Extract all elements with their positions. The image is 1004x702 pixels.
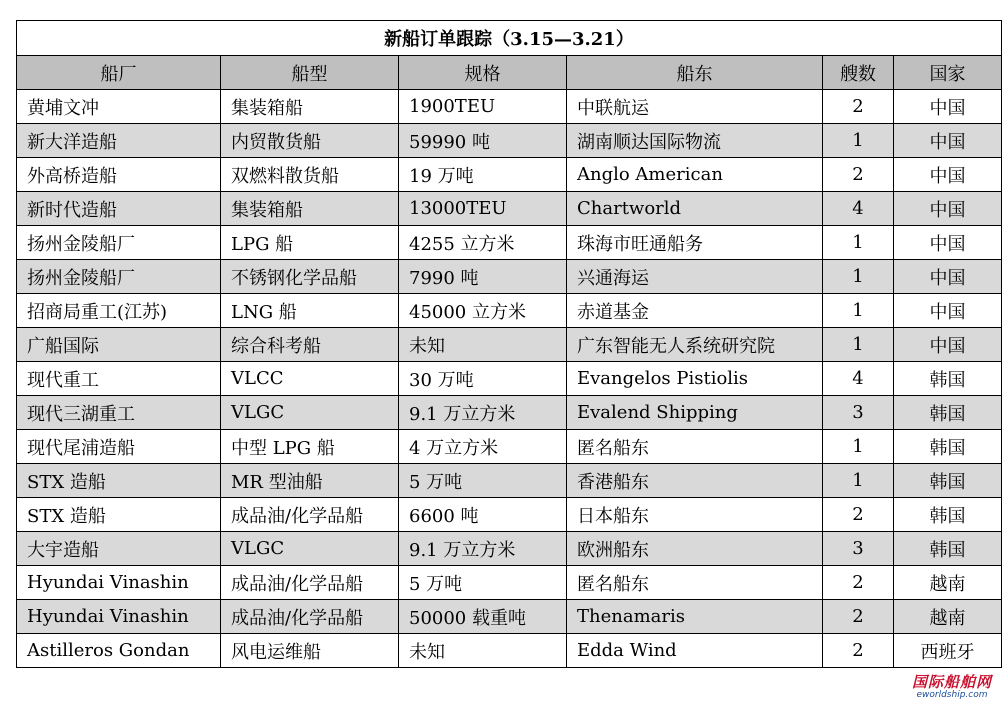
cell-owner: Thenamaris: [567, 600, 823, 634]
cell-count: 3: [823, 532, 894, 566]
cell-owner: 湖南顺达国际物流: [567, 124, 823, 158]
cell-ship-type: 集装箱船: [221, 192, 399, 226]
table-row: [17, 430, 1002, 464]
cell-country: 中国: [894, 328, 1002, 362]
cell-spec: 13000TEU: [399, 192, 567, 226]
cell-owner: 欧洲船东: [567, 532, 823, 566]
cell-country: 中国: [894, 158, 1002, 192]
cell-count: 1: [823, 124, 894, 158]
cell-count: 4: [823, 192, 894, 226]
cell-shipyard: 黄埔文冲: [17, 90, 221, 124]
cell-ship-type: 不锈钢化学品船: [221, 260, 399, 294]
table-row: [17, 124, 1002, 158]
cell-owner: 珠海市旺通船务: [567, 226, 823, 260]
cell-shipyard: 广船国际: [17, 328, 221, 362]
table-row: [17, 294, 1002, 328]
watermark-domain: eworldship.com: [916, 690, 988, 700]
cell-shipyard: STX 造船: [17, 464, 221, 498]
cell-count: 1: [823, 328, 894, 362]
cell-ship-type: 成品油/化学品船: [221, 600, 399, 634]
cell-count: 1: [823, 464, 894, 498]
cell-spec: 45000 立方米: [399, 294, 567, 328]
table-row: [17, 226, 1002, 260]
cell-shipyard: 大宇造船: [17, 532, 221, 566]
cell-country: 越南: [894, 566, 1002, 600]
cell-count: 1: [823, 430, 894, 464]
table-row: [17, 566, 1002, 600]
table-row: [17, 362, 1002, 396]
cell-shipyard: Hyundai Vinashin: [17, 600, 221, 634]
cell-ship-type: VLCC: [221, 362, 399, 396]
cell-owner: 兴通海运: [567, 260, 823, 294]
cell-count: 1: [823, 260, 894, 294]
cell-shipyard: Hyundai Vinashin: [17, 566, 221, 600]
cell-ship-type: 中型 LPG 船: [221, 430, 399, 464]
cell-ship-type: 双燃料散货船: [221, 158, 399, 192]
cell-count: 2: [823, 600, 894, 634]
cell-spec: 19 万吨: [399, 158, 567, 192]
table-row: [17, 192, 1002, 226]
table-row: [17, 158, 1002, 192]
cell-spec: 30 万吨: [399, 362, 567, 396]
header-country: 国家: [894, 56, 1002, 90]
cell-country: 韩国: [894, 362, 1002, 396]
order-table-container: [16, 20, 1001, 668]
cell-ship-type: 集装箱船: [221, 90, 399, 124]
site-watermark: [904, 674, 1000, 700]
cell-count: 2: [823, 566, 894, 600]
cell-owner: 日本船东: [567, 498, 823, 532]
table-row: [17, 328, 1002, 362]
cell-ship-type: 成品油/化学品船: [221, 498, 399, 532]
cell-shipyard: 扬州金陵船厂: [17, 260, 221, 294]
table-row: [17, 464, 1002, 498]
cell-ship-type: VLGC: [221, 396, 399, 430]
cell-spec: 50000 载重吨: [399, 600, 567, 634]
cell-owner: Evalend Shipping: [567, 396, 823, 430]
cell-spec: 1900TEU: [399, 90, 567, 124]
cell-country: 中国: [894, 124, 1002, 158]
cell-ship-type: 综合科考船: [221, 328, 399, 362]
cell-shipyard: 外高桥造船: [17, 158, 221, 192]
cell-ship-type: LNG 船: [221, 294, 399, 328]
header-ship-type: 船型: [221, 56, 399, 90]
cell-spec: 4 万立方米: [399, 430, 567, 464]
cell-owner: 赤道基金: [567, 294, 823, 328]
cell-count: 2: [823, 158, 894, 192]
table-row: [17, 90, 1002, 124]
cell-country: 中国: [894, 294, 1002, 328]
cell-shipyard: 现代三湖重工: [17, 396, 221, 430]
table-row: [17, 260, 1002, 294]
cell-country: 韩国: [894, 532, 1002, 566]
watermark-logo-text: 国际船舶网: [911, 673, 992, 691]
table-title: 新船订单跟踪（3.15—3.21）: [17, 21, 1002, 56]
header-shipyard: 船厂: [17, 56, 221, 90]
cell-spec: 未知: [399, 328, 567, 362]
cell-spec: 未知: [399, 634, 567, 668]
cell-count: 3: [823, 396, 894, 430]
table-header-row: [17, 56, 1002, 90]
cell-country: 越南: [894, 600, 1002, 634]
cell-shipyard: 现代重工: [17, 362, 221, 396]
cell-spec: 7990 吨: [399, 260, 567, 294]
cell-shipyard: 扬州金陵船厂: [17, 226, 221, 260]
cell-shipyard: Astilleros Gondan: [17, 634, 221, 668]
cell-ship-type: MR 型油船: [221, 464, 399, 498]
cell-country: 中国: [894, 226, 1002, 260]
header-spec: 规格: [399, 56, 567, 90]
cell-owner: 香港船东: [567, 464, 823, 498]
cell-ship-type: LPG 船: [221, 226, 399, 260]
cell-spec: 9.1 万立方米: [399, 532, 567, 566]
cell-spec: 9.1 万立方米: [399, 396, 567, 430]
cell-count: 1: [823, 294, 894, 328]
cell-country: 韩国: [894, 430, 1002, 464]
cell-owner: 中联航运: [567, 90, 823, 124]
new-ship-orders-table: [16, 20, 1002, 668]
cell-spec: 59990 吨: [399, 124, 567, 158]
table-row: [17, 532, 1002, 566]
cell-count: 2: [823, 634, 894, 668]
cell-shipyard: 新大洋造船: [17, 124, 221, 158]
cell-shipyard: 新时代造船: [17, 192, 221, 226]
table-row: [17, 498, 1002, 532]
cell-ship-type: 风电运维船: [221, 634, 399, 668]
cell-country: 韩国: [894, 396, 1002, 430]
cell-shipyard: 现代尾浦造船: [17, 430, 221, 464]
table-row: [17, 600, 1002, 634]
cell-spec: 5 万吨: [399, 464, 567, 498]
cell-owner: Evangelos Pistiolis: [567, 362, 823, 396]
cell-count: 1: [823, 226, 894, 260]
cell-shipyard: 招商局重工(江苏): [17, 294, 221, 328]
cell-owner: Chartworld: [567, 192, 823, 226]
cell-country: 中国: [894, 260, 1002, 294]
table-row: [17, 396, 1002, 430]
cell-ship-type: 内贸散货船: [221, 124, 399, 158]
table-row: [17, 634, 1002, 668]
cell-ship-type: VLGC: [221, 532, 399, 566]
cell-country: 韩国: [894, 498, 1002, 532]
cell-owner: Anglo American: [567, 158, 823, 192]
header-owner: 船东: [567, 56, 823, 90]
cell-spec: 6600 吨: [399, 498, 567, 532]
cell-country: 中国: [894, 192, 1002, 226]
header-count: 艘数: [823, 56, 894, 90]
cell-owner: 广东智能无人系统研究院: [567, 328, 823, 362]
cell-ship-type: 成品油/化学品船: [221, 566, 399, 600]
cell-country: 中国: [894, 90, 1002, 124]
cell-owner: 匿名船东: [567, 566, 823, 600]
cell-owner: 匿名船东: [567, 430, 823, 464]
cell-owner: Edda Wind: [567, 634, 823, 668]
cell-count: 2: [823, 498, 894, 532]
cell-shipyard: STX 造船: [17, 498, 221, 532]
cell-spec: 4255 立方米: [399, 226, 567, 260]
cell-count: 2: [823, 90, 894, 124]
cell-count: 4: [823, 362, 894, 396]
cell-country: 韩国: [894, 464, 1002, 498]
cell-spec: 5 万吨: [399, 566, 567, 600]
cell-country: 西班牙: [894, 634, 1002, 668]
